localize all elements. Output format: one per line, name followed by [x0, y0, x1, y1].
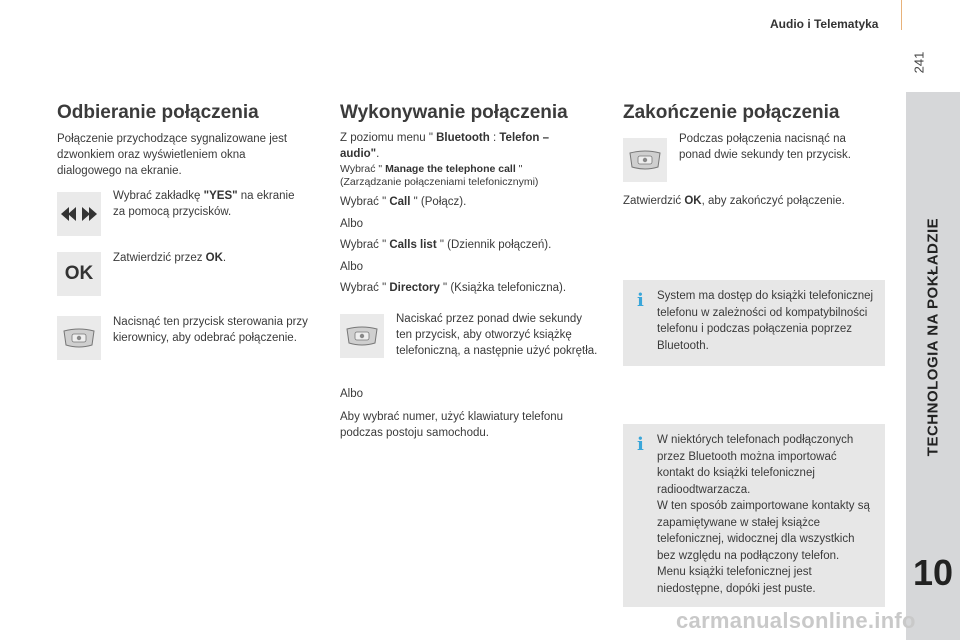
- header-title: Audio i Telematyka: [770, 17, 879, 31]
- steering-control-icon: [340, 314, 384, 358]
- heading-end-call: Zakończenie połączenia: [623, 102, 840, 123]
- or-text: Albo: [340, 261, 364, 273]
- call-menu-path: Z poziomu menu " Bluetooth : Telefon – audio".: [340, 132, 550, 160]
- info-text: System ma dostęp do książki telefonicznej telefonu w zależności od kompatybilności telefonu i podczas połączenia poprzez Bluetooth.: [657, 290, 874, 352]
- info-icon: i: [637, 290, 644, 311]
- seek-buttons-icon: [57, 192, 101, 236]
- watermark: carmanualsonline.info: [676, 608, 916, 633]
- info-icon: i: [637, 434, 644, 455]
- steering-control-icon: [623, 138, 667, 182]
- or-text: Albo: [340, 388, 364, 400]
- info-box-phonebook-access: [623, 280, 885, 366]
- call-option-directory: Wybrać " Directory " (Książka telefoniczna).: [340, 282, 567, 294]
- page-number: 241: [911, 51, 927, 74]
- chapter-number: 10: [912, 552, 954, 593]
- or-text: Albo: [340, 218, 364, 230]
- header-divider: [901, 0, 902, 30]
- ok-button-icon: OK: [57, 252, 101, 296]
- call-option-calls-list: Wybrać " Calls list " (Dziennik połączeń).: [340, 239, 552, 251]
- answer-intro-text: Połączenie przychodzące sygnalizowane jest dzwonkiem oraz wyświetleniem okna dialogowego na ekranie.: [57, 133, 288, 177]
- call-manage-option: Wybrać " Manage the telephone call " (Zarządzanie połączeniami telefonicznymi): [340, 163, 539, 188]
- heading-answer-call: Odbieranie połączenia: [57, 102, 259, 123]
- answer-step-steering-button: Nacisnąć ten przycisk sterowania przy kierownicy, aby odebrać połączenie.: [113, 316, 308, 344]
- answer-step-select-yes: Wybrać zakładkę "YES" na ekranie za pomocą przycisków.: [113, 190, 295, 218]
- call-option-call: Wybrać " Call " (Połącz).: [340, 196, 467, 208]
- info-box-import-contacts: [623, 424, 885, 607]
- call-press-button-text: Naciskać przez ponad dwie sekundy ten przycisk, aby otworzyć książkę telefoniczną, a następnie użyć pokrętła.: [396, 313, 598, 357]
- answer-step-confirm-ok: Zatwierdzić przez OK.: [113, 252, 227, 264]
- call-keyboard-text: Aby wybrać numer, użyć klawiatury telefonu podczas postoju samochodu.: [340, 411, 564, 439]
- chapter-sidebar: [906, 92, 960, 640]
- heading-make-call: Wykonywanie połączenia: [340, 102, 568, 123]
- end-call-confirm-text: Zatwierdzić OK, aby zakończyć połączenie.: [623, 195, 845, 207]
- info-text: W niektórych telefonach podłączonych przez Bluetooth można importować kontakt do książki telefonicznej radioodtwarzacza. W ten sposób zaimportowane kontakty są zapamiętywane w stałej książce telefonicznej, widocznej dla wszystkich bez względu na podłączony telefon. Menu książki telefonicznej jest niedostępne, dopóki jest puste.: [657, 434, 870, 595]
- section-title: TECHNOLOGIA NA POKŁADZIE: [924, 217, 942, 457]
- steering-control-icon: [57, 316, 101, 360]
- end-call-press-text: Podczas połączenia nacisnąć na ponad dwie sekundy ten przycisk.: [679, 133, 851, 161]
